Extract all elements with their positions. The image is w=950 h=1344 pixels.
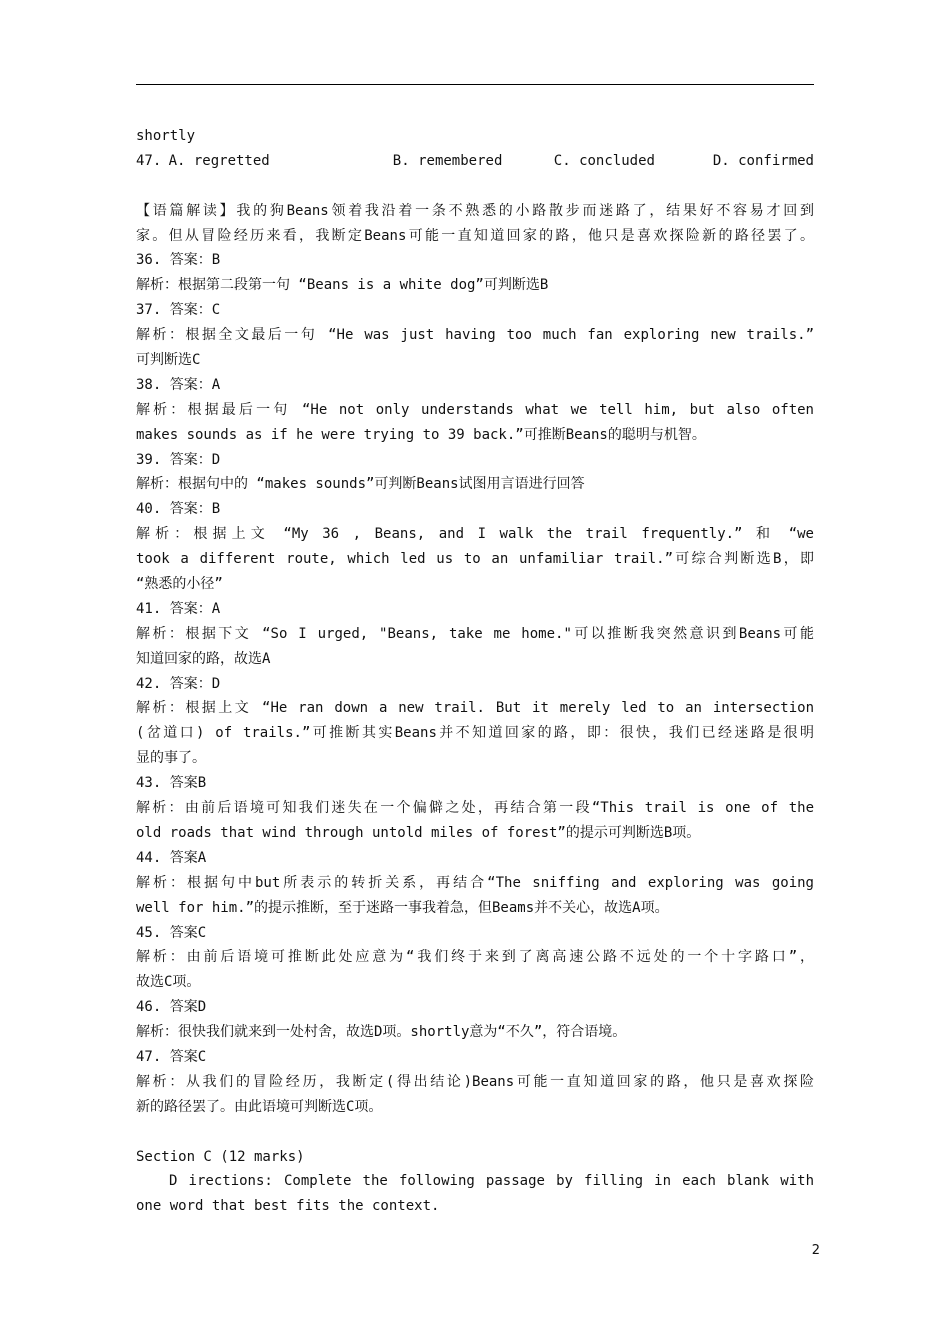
answer-explanation-line: 显的事了。: [136, 750, 206, 767]
answer-heading: 41. 答案：A: [136, 600, 221, 617]
answer-heading: 46. 答案D: [136, 999, 207, 1016]
answer-explanation-line: 新的路径罢了。由此语境可判断选C项。: [136, 1098, 383, 1115]
answer-explanation-line: (岔道口) of trails.”可推断其实Beans并不知道回家的路，即：很快，我们已经迷路是很明: [136, 725, 814, 742]
answer-explanation-line: “熟悉的小径”: [136, 576, 223, 593]
option-b: B. remembered: [392, 152, 503, 169]
answer-explanation-line: old roads that wind through untold miles of forest”的提示可判断选B项。: [136, 824, 701, 841]
answer-explanation-line: 解析：根据句中but所表示的转折关系，再结合“The sniffing and exploring was going: [136, 874, 814, 891]
answer-explanation-line: makes sounds as if he were trying to 39 back.”可推断Beans的聪明与机智。: [136, 426, 706, 443]
answer-heading: 43. 答案B: [136, 775, 207, 792]
summary-line-2: 家。但从冒险经历来看，我断定Beans可能一直知道回家的路，他只是喜欢探险新的路径罢了。: [136, 227, 814, 244]
answer-heading: 44. 答案A: [136, 849, 207, 866]
answer-heading: 36. 答案：B: [136, 252, 221, 269]
header-rule: [136, 84, 814, 85]
option-c: C. concluded: [553, 152, 655, 169]
answer-explanation-line: 解析：根据下文 “So I urged, "Beans, take me home."可以推断我突然意识到Beans可能: [136, 625, 814, 642]
answer-explanation-line: 解析：很快我们就来到一处村舍，故选D项。shortly意为“不久”，符合语境。: [136, 1024, 627, 1041]
answer-heading: 47. 答案C: [136, 1048, 207, 1065]
option-d: D. confirmed: [712, 152, 814, 169]
answer-explanation-line: 可判断选C: [136, 352, 201, 369]
answer-explanation-line: 解析：根据最后一句 “He not only understands what we tell him, but also often: [136, 401, 814, 418]
page-number: 2: [811, 1243, 820, 1258]
prev-option-word: shortly: [136, 128, 196, 144]
answer-explanation-line: 知道回家的路，故选A: [136, 650, 271, 667]
answer-explanation-line: 解析：根据句中的 “makes sounds”可判断Beans试图用言语进行回答: [136, 476, 585, 493]
answer-explanation-line: 解析：根据第二段第一句 “Beans is a white dog”可判断选B: [136, 277, 549, 294]
answer-explanation-line: 解析：由前后语境可推断此处应意为“我们终于来到了离高速公路不远处的一个十字路口”，: [136, 949, 814, 966]
answer-explanation-line: 解析：根据上文 “He ran down a new trail. But it merely led to an intersection: [136, 700, 814, 717]
answer-heading: 39. 答案：D: [136, 451, 221, 468]
answer-explanation-line: 解析：根据全文最后一句 “He was just having too much fan exploring new trails.”: [136, 327, 814, 344]
answer-heading: 45. 答案C: [136, 924, 207, 941]
section-c-directions-1: D irections: Complete the following passage by filling in each blank with: [169, 1173, 814, 1190]
answer-explanation-line: took a different route, which led us to an unfamiliar trail.”可综合判断选B，即: [136, 551, 814, 568]
section-c-title: Section C (12 marks): [136, 1148, 305, 1165]
answer-heading: 40. 答案：B: [136, 501, 221, 518]
summary-line-1: 【语篇解读】我的狗Beans领着我沿着一条不熟悉的小路散步而迷路了，结果好不容易才回到: [136, 202, 814, 219]
answer-explanation-line: 解析：从我们的冒险经历，我断定(得出结论)Beans可能一直知道回家的路，他只是喜欢探险: [136, 1073, 814, 1090]
answer-explanation-line: well for him.”的提示推断，至于迷路一事我着急，但Beams并不关心，故选A项。: [136, 899, 669, 916]
answer-explanation-line: 故选C项。: [136, 974, 201, 991]
answer-explanation-line: 解析：根据上文 “My 36 , Beans, and I walk the trail frequently.” 和 “we: [136, 526, 814, 543]
answer-heading: 42. 答案：D: [136, 675, 221, 692]
answer-list: [136, 248, 814, 1119]
answer-heading: 37. 答案：C: [136, 302, 221, 319]
answer-heading: 38. 答案：A: [136, 376, 221, 393]
section-c-directions-2: one word that best fits the context.: [136, 1198, 440, 1215]
answer-explanation-line: 解析：由前后语境可知我们迷失在一个偏僻之处，再结合第一段“This trail is one of the: [136, 800, 814, 817]
option-a: A. regretted: [168, 152, 270, 169]
question-47-options: [136, 149, 814, 174]
question-number: 47.: [136, 152, 162, 169]
page-body: [136, 124, 814, 1219]
